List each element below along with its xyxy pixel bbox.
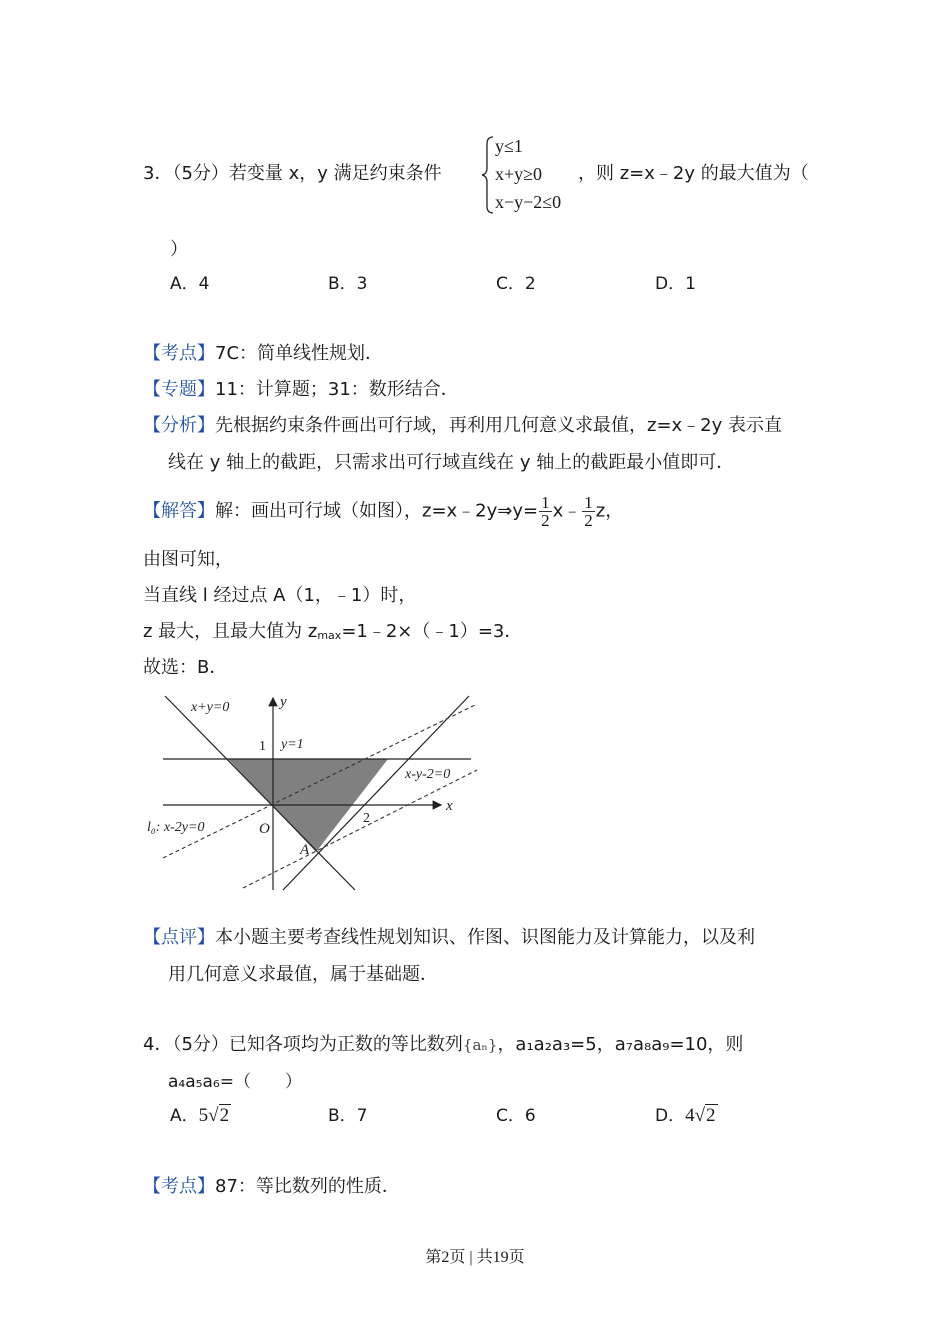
- label-y-axis: y: [280, 694, 287, 710]
- label-y-equals-1: y=1: [281, 737, 304, 752]
- label-l0: l₀: x-2y=0: [147, 820, 205, 835]
- q4-option-d: D．4√2: [655, 1105, 716, 1126]
- jieda-pre: 解：画出可行域（如图），z=x﹣2y⇒y=: [215, 500, 539, 522]
- zhuanti-tag: 【专题】: [143, 379, 215, 400]
- solution-line-d: 故选：B．: [143, 657, 228, 678]
- q3-dianping: [143, 926, 755, 950]
- q3-stem: [143, 162, 442, 186]
- fenxi-tag: 【分析】: [143, 415, 215, 436]
- q3-close-paren: ）: [170, 239, 188, 260]
- q3-option-d: D．1: [655, 274, 696, 294]
- subscript-max: max: [317, 629, 342, 642]
- fenxi-line1: 先根据约束条件画出可行域，再利用几何意义求最值，z=x﹣2y 表示直: [215, 415, 783, 436]
- fenxi-line2: 线在 y 轴上的截距，只需求出可行域直线在 y 轴上的截距最小值即可．: [168, 452, 735, 473]
- q4-option-a-value: 5√2: [198, 1105, 230, 1126]
- jieda-mid: x﹣: [552, 500, 582, 522]
- q4-stem: [143, 1033, 743, 1057]
- left-brace-icon: [481, 134, 495, 216]
- q4-sequence: {aₙ}: [462, 1036, 498, 1054]
- q3-option-b: B．3: [328, 274, 368, 294]
- q4-kaodian-tag: 【考点】: [143, 1176, 215, 1197]
- solution-line-a: 由图可知，: [143, 549, 233, 570]
- q3-option-c: C．2: [496, 274, 536, 294]
- q3-option-a: A．4: [170, 274, 210, 294]
- q4-line2: a₄a₅a₆=（ ）: [168, 1072, 302, 1092]
- label-point-a: A: [300, 842, 310, 858]
- dianping-line1: 本小题主要考查线性规划知识、作图、识图能力及计算能力，以及利: [215, 927, 755, 948]
- q4-prefix: 4．（5分）已知各项均为正数的等比数列: [143, 1034, 463, 1055]
- q4-option-d-value: 4√2: [685, 1105, 716, 1126]
- q4-option-a: A．5√2: [170, 1105, 230, 1126]
- dianping-tag: 【点评】: [143, 927, 215, 948]
- label-origin: O: [259, 821, 270, 837]
- label-x-plus-y-0: x+y=0: [191, 700, 230, 715]
- q4-option-c: C．6: [496, 1106, 536, 1126]
- q3-prefix: 3．（5分）若变量 x，y 满足约束条件: [143, 163, 442, 184]
- q4-option-b: B．7: [328, 1106, 368, 1126]
- jieda-end: z，: [595, 500, 624, 522]
- solution-line-b: 当直线 l 经过点 A（1，﹣1）时，: [143, 585, 417, 606]
- label-x-axis: x: [446, 798, 453, 814]
- q3-kaodian: [143, 342, 383, 366]
- feasible-region-figure: [143, 688, 483, 894]
- q4-kaodian-text: 87：等比数列的性质．: [215, 1176, 400, 1197]
- label-x-minus-y-minus-2: x-y-2=0: [405, 767, 451, 782]
- q4-condition: ，a₁a₂a₃=5，a₇a₈a₉=10，则: [497, 1034, 744, 1055]
- q4-kaodian: [143, 1175, 400, 1199]
- page-footer: 第2页 | 共19页: [425, 1249, 525, 1266]
- zhuanti-text: 11：计算题；31：数形结合．: [215, 379, 459, 400]
- label-one: 1: [259, 739, 266, 754]
- kaodian-tag: 【考点】: [143, 343, 215, 364]
- dianping-line2: 用几何意义求最值，属于基础题．: [168, 964, 438, 985]
- label-two: 2: [363, 811, 370, 826]
- q3-constraint-system: [481, 134, 581, 216]
- q3-jieda: [143, 494, 623, 529]
- constraint-3: x−y−2≤0: [495, 192, 562, 212]
- solution-line-c: z 最大，且最大值为 zmax=1﹣2×（﹣1）=3．: [143, 621, 523, 642]
- q3-zhuanti: [143, 378, 459, 402]
- jieda-tag: 【解答】: [143, 500, 215, 522]
- kaodian-text: 7C：简单线性规划．: [215, 343, 384, 364]
- q3-suffix: ，则 z=x﹣2y 的最大值为（: [578, 163, 809, 184]
- q3-fenxi: [143, 414, 782, 438]
- fraction-half-2: $\frac{1}{2}$: [584, 493, 593, 530]
- feasible-region-svg: [143, 688, 483, 894]
- constraint-2: x+y≥0: [495, 164, 543, 184]
- fraction-half-1: $\frac{1}{2}$: [541, 493, 550, 530]
- constraint-1: y≤1: [495, 136, 523, 156]
